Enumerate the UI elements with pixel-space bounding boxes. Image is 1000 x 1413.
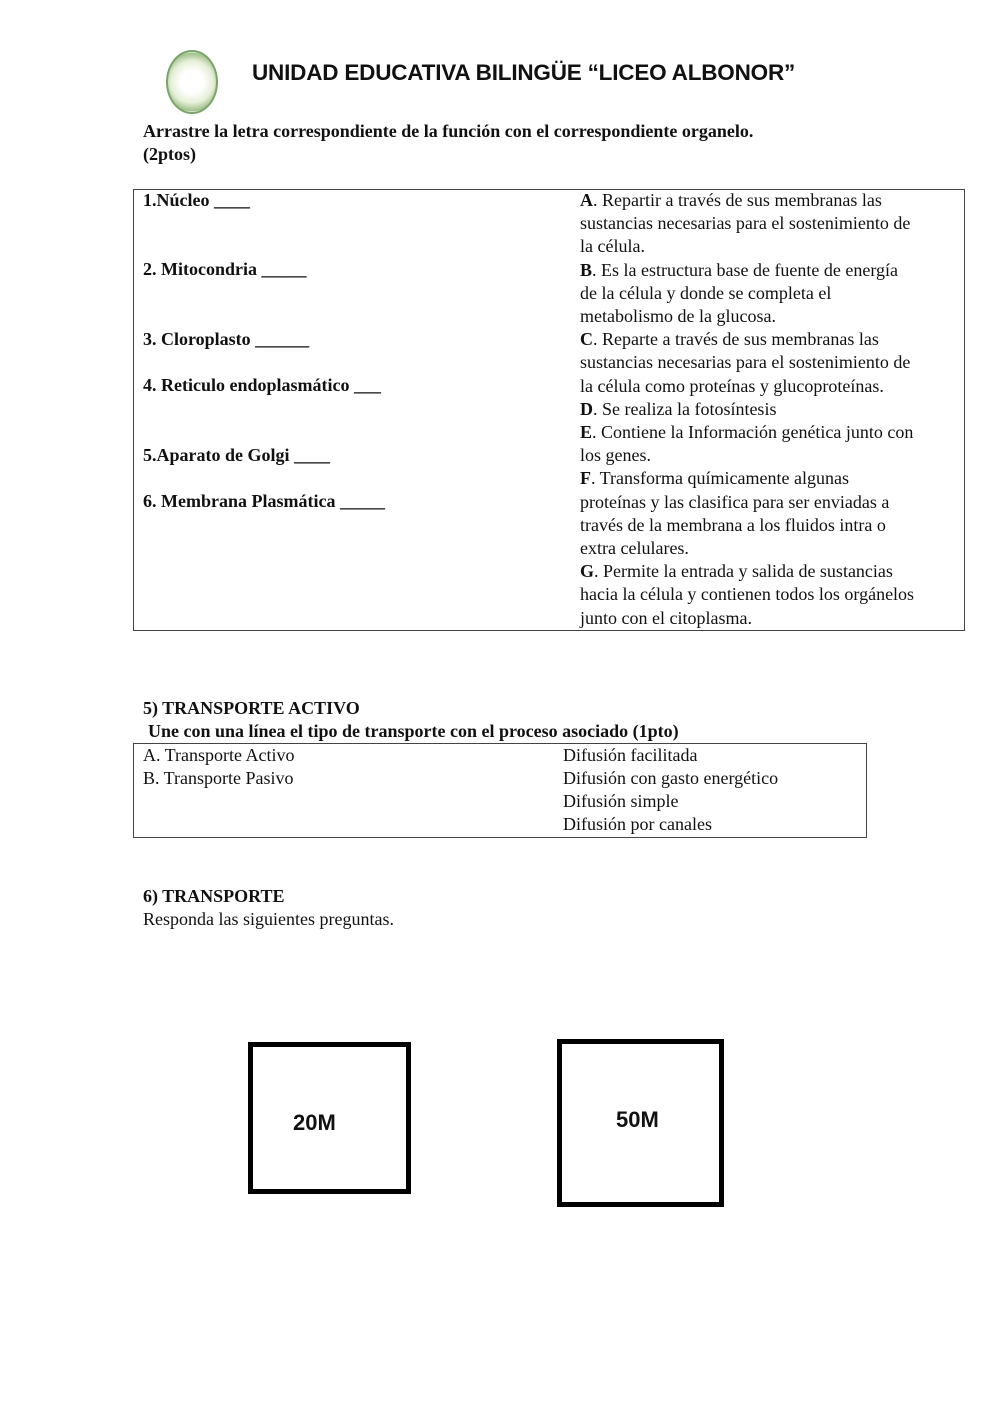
- function-text: través de la membrana a los fluidos intra o: [580, 514, 886, 535]
- function-line: [580, 560, 893, 583]
- transport-type-a[interactable]: A. Transporte Activo: [143, 745, 295, 765]
- section5-heading: 5) TRANSPORTE ACTIVO: [143, 698, 360, 718]
- function-line: [580, 212, 910, 235]
- function-text: de la célula y donde se completa el: [580, 282, 832, 303]
- organelle-item[interactable]: 3. Cloroplasto ______: [143, 329, 310, 349]
- function-text: . Es la estructura base de fuente de energía: [592, 259, 899, 280]
- function-text: sustancias necesarias para el sostenimiento de: [580, 213, 911, 234]
- organelle-item[interactable]: 4. Reticulo endoplasmático ___: [143, 375, 381, 395]
- function-line: [580, 305, 776, 328]
- function-text: hacia la célula y contienen todos los orgánelos: [580, 584, 915, 605]
- function-line: [580, 467, 849, 490]
- function-letter[interactable]: B: [580, 259, 593, 280]
- function-letter[interactable]: G: [580, 561, 595, 582]
- function-line: [580, 398, 776, 421]
- function-line: [580, 421, 913, 444]
- function-text: . Transforma químicamente algunas: [591, 468, 849, 489]
- section5-instruction: Une con una línea el tipo de transporte con el proceso asociado (1pto): [148, 721, 679, 741]
- function-line: [580, 444, 651, 467]
- process-item[interactable]: Difusión simple: [563, 791, 679, 811]
- function-line: [580, 259, 898, 282]
- function-line: [580, 583, 914, 606]
- school-logo: [166, 50, 218, 114]
- function-line: [580, 235, 645, 258]
- function-text: proteínas y las clasifica para ser enviadas a: [580, 491, 890, 512]
- function-letter[interactable]: E: [580, 422, 593, 442]
- section1-points: (2ptos): [143, 144, 196, 164]
- organelle-item[interactable]: 2. Mitocondria _____: [143, 259, 307, 279]
- organelle-item[interactable]: 5.Aparato de Golgi ____: [143, 445, 330, 465]
- function-text: junto con el citoplasma.: [580, 607, 752, 628]
- function-letter[interactable]: F: [580, 468, 591, 489]
- function-text: . Se realiza la fotosíntesis: [593, 398, 777, 419]
- concentration-label-2: 50M: [616, 1107, 659, 1132]
- function-text: los genes.: [580, 445, 651, 466]
- function-text: . Contiene la Información genética junto con: [592, 422, 914, 442]
- function-text: extra celulares.: [580, 538, 689, 558]
- function-line: [580, 351, 910, 374]
- function-line: [580, 375, 884, 398]
- function-line: [580, 514, 886, 537]
- organelle-item[interactable]: 6. Membrana Plasmática _____: [143, 491, 385, 511]
- function-line: [580, 537, 689, 560]
- function-letter[interactable]: D: [580, 398, 593, 419]
- section6-instruction: Responda las siguientes preguntas.: [143, 909, 394, 929]
- process-item[interactable]: Difusión facilitada: [563, 745, 698, 765]
- function-letter[interactable]: C: [580, 329, 593, 350]
- process-item[interactable]: Difusión con gasto energético: [563, 768, 779, 788]
- function-text: sustancias necesarias para el sostenimiento de: [580, 352, 911, 373]
- function-text: la célula.: [580, 236, 645, 257]
- section1-instruction: Arrastre la letra correspondiente de la función con el correspondiente organelo.: [143, 121, 754, 141]
- process-item[interactable]: Difusión por canales: [563, 814, 712, 834]
- section6-heading: 6) TRANSPORTE: [143, 886, 285, 906]
- function-text: metabolismo de la glucosa.: [580, 306, 776, 326]
- school-title: UNIDAD EDUCATIVA BILINGÜE “LICEO ALBONOR”: [252, 60, 796, 85]
- function-text: . Reparte a través de sus membranas las: [593, 329, 879, 350]
- function-line: [580, 491, 889, 514]
- function-text: . Permite la entrada y salida de sustancias: [594, 561, 893, 582]
- organelle-item[interactable]: 1.Núcleo ____: [143, 190, 250, 210]
- function-text: . Repartir a través de sus membranas las: [593, 190, 882, 210]
- function-line: [580, 282, 831, 305]
- concentration-label-1: 20M: [293, 1110, 336, 1135]
- function-line: [580, 328, 879, 351]
- function-letter[interactable]: A: [580, 190, 593, 210]
- transport-type-b[interactable]: B. Transporte Pasivo: [143, 768, 294, 788]
- function-text: la célula como proteínas y glucoproteínas.: [580, 375, 884, 396]
- function-line: [580, 189, 882, 212]
- function-line: [580, 607, 752, 630]
